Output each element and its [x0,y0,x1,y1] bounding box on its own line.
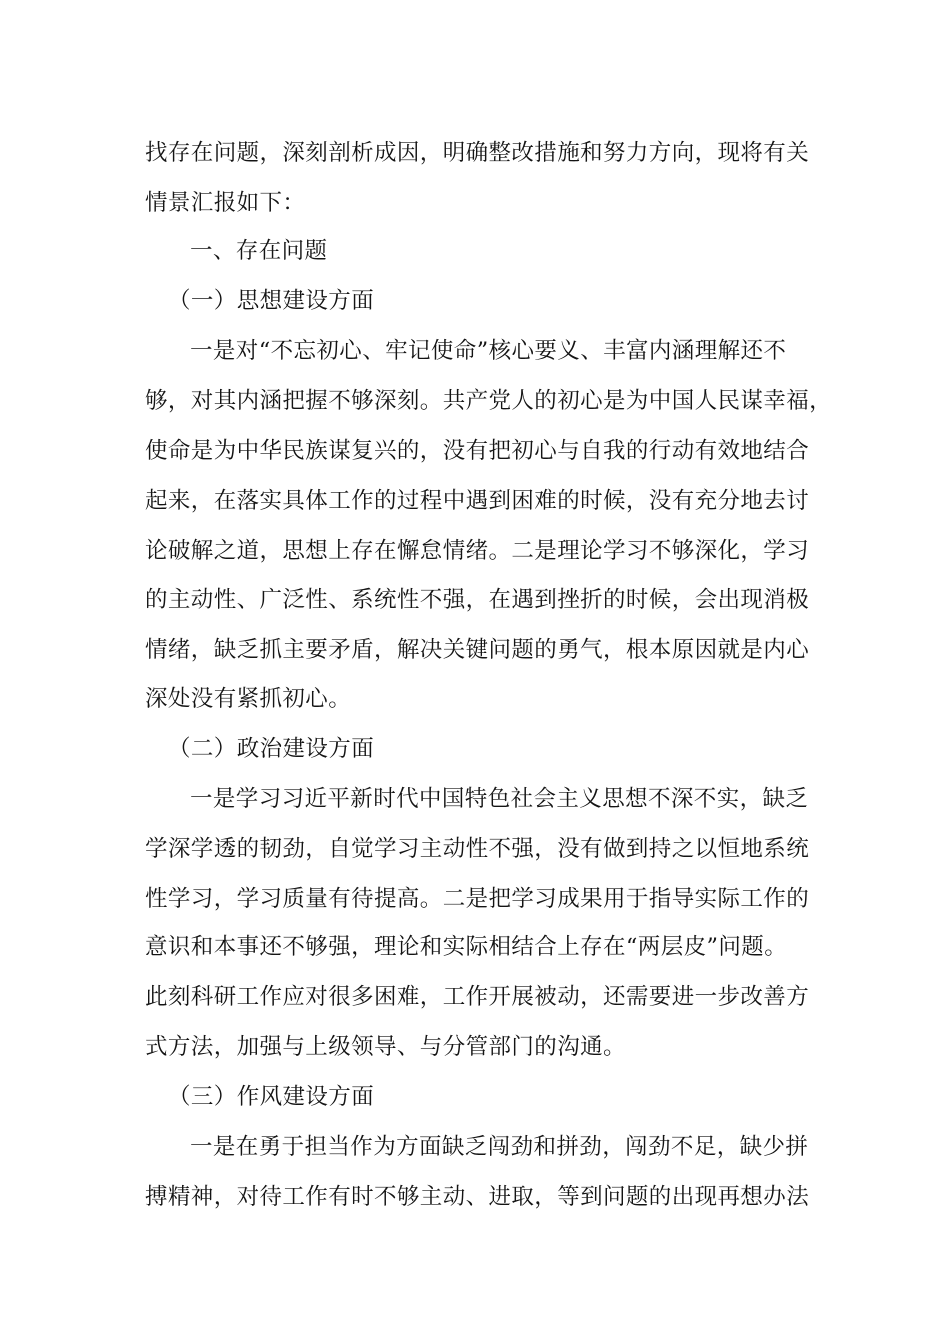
paragraph-line: 一是对“不忘初心、牢记使命”核心要义、丰富内涵理解还不 [190,338,787,364]
paragraph-line: 起来，在落实具体工作的过程中遇到困难的时候，没有充分地去讨 [145,488,810,514]
paragraph-line: 深处没有紧抓初心。 [145,686,352,712]
paragraph-line: 此刻科研工作应对很多困难，工作开展被动，还需要进一步改善方 [145,984,810,1010]
paragraph-line: 学深学透的韧劲，自觉学习主动性不强，没有做到持之以恒地系统 [145,836,810,862]
paragraph-line: 式方法，加强与上级领导、与分管部门的沟通。 [145,1034,626,1060]
paragraph-line: 论破解之道，思想上存在懈怠情绪。二是理论学习不够深化，学习 [145,538,810,564]
subsection-heading: （二）政治建设方面 [168,736,375,762]
paragraph-line: 够，对其内涵把握不够深刻。共产党人的初心是为中国人民谋幸福， [145,388,833,414]
section-heading: 一、存在问题 [190,238,328,264]
subsection-heading: （三）作风建设方面 [168,1084,375,1110]
paragraph-line: 搏精神，对待工作有时不够主动、进取，等到问题的出现再想办法 [145,1184,810,1210]
paragraph-line: 意识和本事还不够强，理论和实际相结合上存在“两层皮”问题。 [145,934,788,960]
paragraph-line: 性学习，学习质量有待提高。二是把学习成果用于指导实际工作的 [145,886,810,912]
paragraph-line: 情绪，缺乏抓主要矛盾，解决关键问题的勇气，根本原因就是内心 [145,637,810,663]
paragraph-line: 情景汇报如下： [145,190,306,216]
paragraph-line: 找存在问题，深刻剖析成因，明确整改措施和努力方向，现将有关 [145,140,810,166]
paragraph-line: 的主动性、广泛性、系统性不强，在遇到挫折的时候，会出现消极 [145,587,810,613]
subsection-heading: （一）思想建设方面 [168,288,375,314]
paragraph-line: 使命是为中华民族谋复兴的，没有把初心与自我的行动有效地结合 [145,438,810,464]
paragraph-line: 一是学习习近平新时代中国特色社会主义思想不深不实，缺乏 [190,786,809,812]
paragraph-line: 一是在勇于担当作为方面缺乏闯劲和拼劲，闯劲不足，缺少拼 [190,1134,809,1160]
